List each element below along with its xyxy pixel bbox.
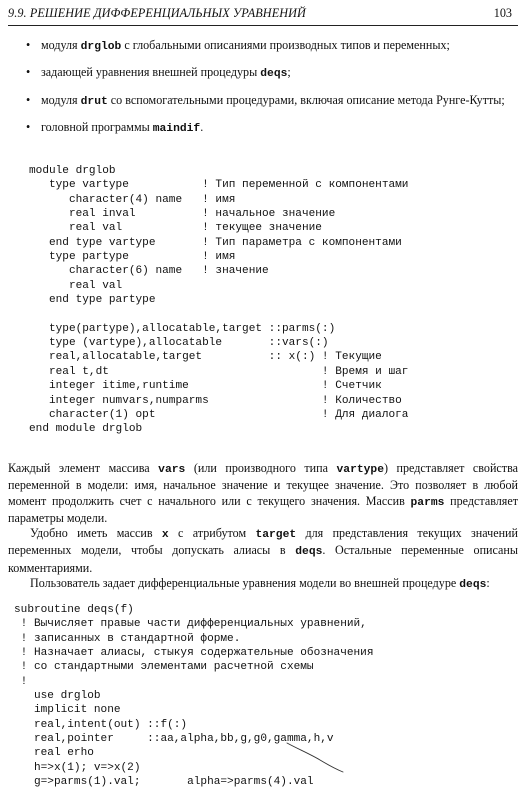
bullet-dot: • [26,38,31,52]
inline-code: vars [158,464,186,476]
page-number: 103 [493,6,512,20]
text-run: (или производного типа [185,461,337,475]
text-run: Удобно иметь массив [30,526,162,541]
body-text [8,461,518,593]
text-run: : [486,576,490,591]
item-text: головной программы [41,120,153,135]
text-run: Пользователь задает дифференциальные уравнения модели во внешней процедуре [30,576,460,591]
text-run: для представления текущих значений переменных модели, чтобы допускать алиасы в [8,526,519,558]
paragraph [8,461,518,526]
item-code: deqs [260,68,288,81]
header-rule [8,25,518,26]
item-text: . [200,120,204,135]
item-code: drut [80,95,108,108]
component-list [26,38,518,148]
item-text: со вспомогательными процедурами, включая описание метода Рунге-Кутты; [107,92,505,107]
bullet-dot: • [26,120,31,135]
code-listing-drglob: module drglob type vartype ! Тип переменной с компонентами character(4) name ! имя real inval ! начальное значение real val ! текущее значение end type vartype ! Тип параметра с компонентами type partype ! имя character(6) name ! значение real val end type partype type(partype),allocatable,target ::parms(:) type (vartype),allocatable ::vars(:) real,allocatable,target :: x(:) ! Текущие real t,dt ! Время и шаг integer itime,runtime ! Счетчик integer numvars,numparms ! Количество character(1) opt ! Для диалога end module drglob [29,165,409,436]
list-item [26,93,518,110]
inline-code: target [255,529,297,542]
text-run: Каждый элемент массива [8,461,159,475]
text-run: ) представляет свойства переменной в модели: имя, начальное значение и текущее значение. Это позволяет в любой момент продолжить счет с начального или с текущего значения. Массив [8,461,518,508]
item-text: с глобальными описаниями производных типов и переменных; [121,38,450,52]
handwritten-pen-stroke [286,740,346,774]
paragraph [8,526,518,576]
item-code: drglob [80,41,122,53]
list-item [26,120,518,137]
list-item [26,65,518,82]
text-run: с атрибутом [168,526,256,541]
inline-code: deqs [295,546,323,559]
section-title: 9.9. РЕШЕНИЕ ДИФФЕРЕНЦИАЛЬНЫХ УРАВНЕНИЙ [8,6,306,20]
inline-code: vartype [336,464,384,476]
inline-code: parms [410,496,445,509]
list-item [26,38,518,55]
item-text: модуля [41,38,81,52]
item-text: задающей уравнения внешней процедуры [41,65,261,80]
item-code: maindif [152,123,201,136]
paragraph [8,576,518,593]
text-run: . Остальные переменные описаны комментариями. [8,543,518,575]
running-header [8,3,518,25]
bullet-dot: • [26,92,31,107]
code-listing-deqs: subroutine deqs(f) ! Вычисляет правые части дифференциальных уравнений, ! записанных в стандартной форме. ! Назначает алиасы, стыкуя содержательные обозначения ! со стандартными элементами расчетной схемы ! use drglob implicit none real,intent(out) ::f(:) real,pointer ::aa,alpha,bb,g,g0,gamma,h,v real erho h=>x(1); v=>x(2) g=>parms(1).val; alpha=>parms(4).val [14,604,374,789]
inline-code: x [161,529,169,542]
text-run: представляет параметры модели. [8,493,519,525]
inline-code: deqs [459,579,487,592]
item-text: модуля [41,92,81,107]
bullet-dot: • [26,65,31,80]
item-text: ; [287,65,291,80]
